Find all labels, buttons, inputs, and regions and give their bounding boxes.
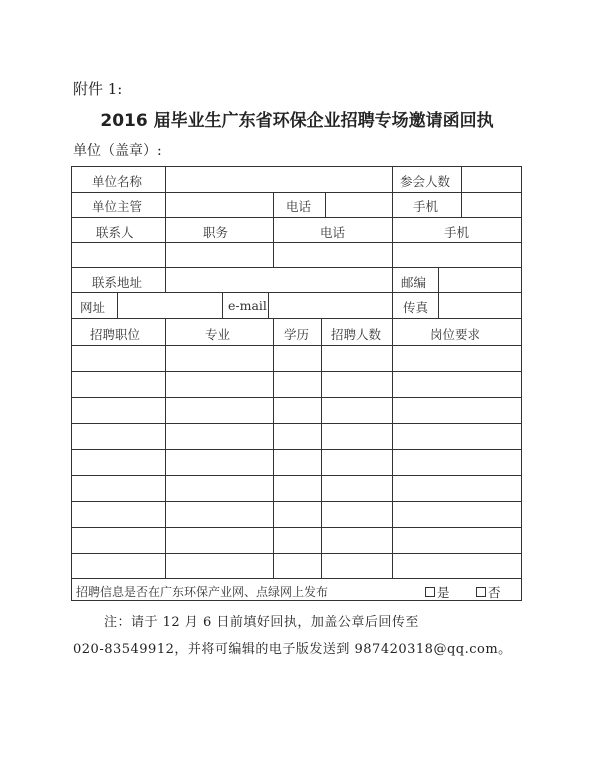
table-row[interactable]	[72, 450, 521, 475]
address-field[interactable]	[166, 268, 392, 292]
website-field[interactable]	[118, 293, 222, 318]
col-requirements-header: 岗位要求	[430, 327, 481, 342]
checkbox-square-icon	[425, 587, 435, 597]
postcode-label: 邮编	[401, 275, 427, 290]
table-row[interactable]	[72, 424, 521, 449]
email-label: e-mail	[228, 298, 267, 313]
note-line-1: 注：请于 12 月 6 日前填好回执，加盖公章后回传至	[104, 615, 419, 630]
note-line-2: 020-83549912，并将可编辑的电子版发送到 987420318@qq.com。	[73, 642, 512, 657]
publish-question: 招聘信息是否在广东环保产业网、点绿网上发布	[76, 585, 329, 599]
table-row[interactable]	[72, 398, 521, 423]
attendees-label: 参会人数	[400, 174, 451, 189]
fax-field[interactable]	[439, 293, 521, 318]
supervisor-field[interactable]	[166, 193, 273, 217]
contact-phone-label: 电话	[320, 225, 346, 240]
contact-mobile-field[interactable]	[393, 243, 521, 267]
contact-phone-field[interactable]	[274, 243, 392, 267]
col-major-header: 专业	[205, 327, 231, 342]
table-hline	[71, 318, 522, 319]
table-vline	[222, 292, 223, 318]
table-row[interactable]	[72, 528, 521, 553]
table-border-right	[521, 166, 522, 601]
mobile-label: 手机	[413, 199, 439, 214]
table-vline	[392, 292, 393, 318]
table-row[interactable]	[72, 476, 521, 501]
publish-yes-label: 是	[437, 585, 450, 600]
contact-person-field[interactable]	[72, 243, 165, 267]
table-vline	[273, 192, 274, 217]
col-degree-header: 学历	[284, 327, 310, 342]
position-label: 职务	[203, 225, 229, 240]
table-border-bottom	[71, 600, 522, 601]
address-label: 联系地址	[92, 275, 143, 290]
table-row[interactable]	[72, 502, 521, 527]
col-job-header: 招聘职位	[90, 327, 141, 342]
table-row[interactable]	[72, 346, 521, 371]
phone-field[interactable]	[326, 193, 392, 217]
table-row[interactable]	[72, 554, 521, 578]
attachment-label: 附件 1:	[73, 80, 123, 98]
table-hline	[71, 217, 522, 218]
company-name-label: 单位名称	[92, 174, 143, 189]
email-field[interactable]	[269, 293, 392, 318]
table-row[interactable]	[72, 372, 521, 397]
position-field[interactable]	[166, 243, 273, 267]
checkbox-square-icon	[476, 587, 486, 597]
mobile-field[interactable]	[462, 193, 521, 217]
page-title: 2016 届毕业生广东省环保企业招聘专场邀请函回执	[100, 111, 494, 131]
publish-yes-checkbox[interactable]	[425, 583, 450, 601]
table-hline	[71, 578, 522, 579]
col-count-header: 招聘人数	[331, 327, 382, 342]
contact-person-label: 联系人	[96, 225, 134, 240]
supervisor-label: 单位主管	[92, 199, 143, 214]
publish-no-checkbox[interactable]	[476, 583, 501, 601]
phone-label: 电话	[286, 199, 312, 214]
table-vline	[392, 192, 393, 217]
website-label: 网址	[80, 300, 106, 315]
unit-stamp-label: 单位（盖章）:	[73, 143, 162, 159]
table-vline	[392, 267, 393, 292]
publish-no-label: 否	[488, 585, 501, 600]
postcode-field[interactable]	[439, 268, 521, 292]
fax-label: 传真	[403, 300, 429, 315]
table-vline	[392, 166, 393, 192]
company-name-field[interactable]	[166, 167, 392, 192]
contact-mobile-label: 手机	[444, 225, 470, 240]
table-hline	[71, 192, 522, 193]
attendees-field[interactable]	[462, 167, 521, 192]
